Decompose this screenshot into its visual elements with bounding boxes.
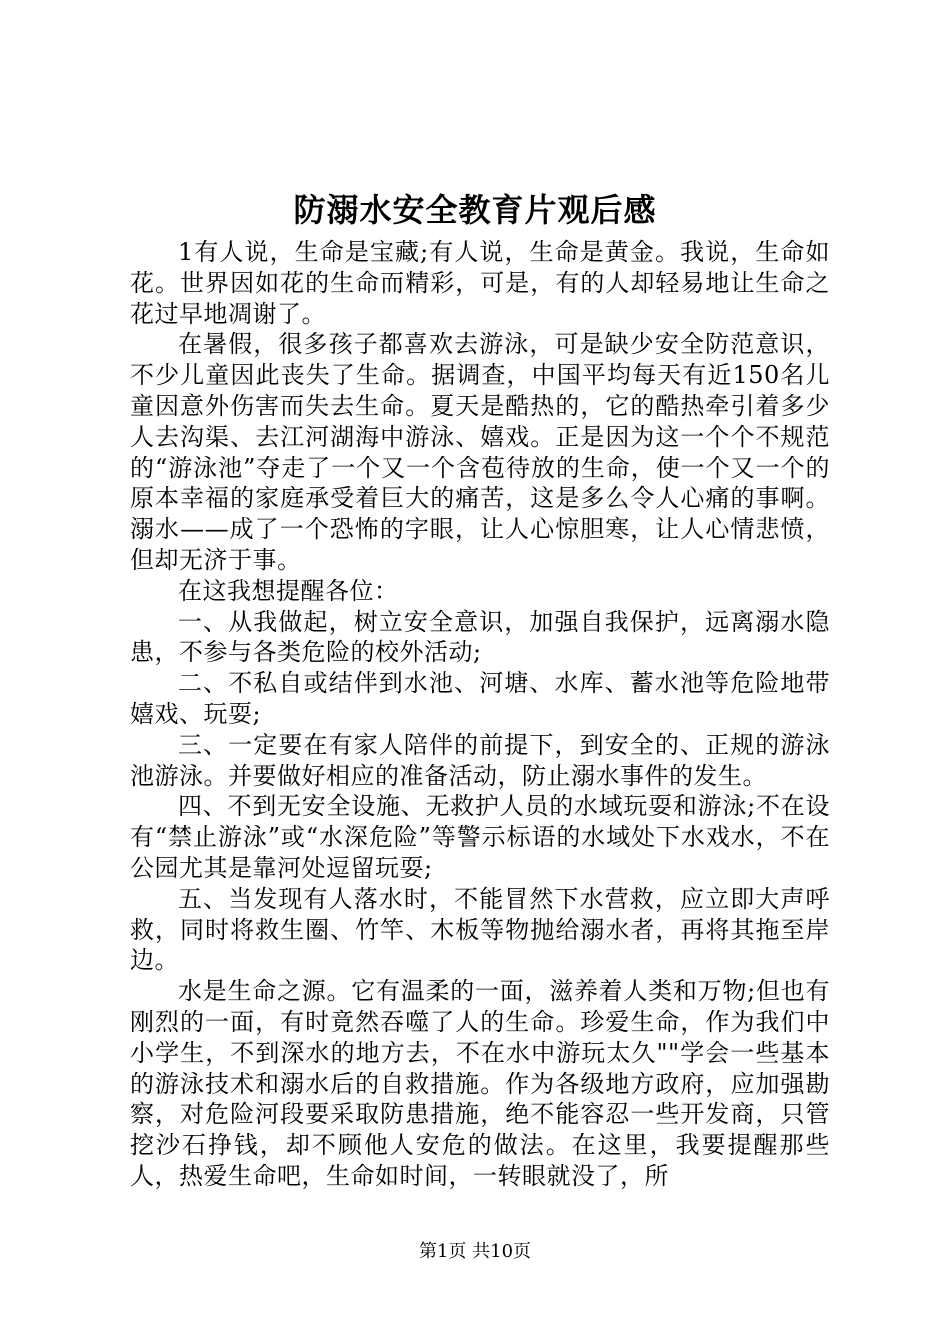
document-body [130, 237, 830, 1192]
paragraph-point-1: 一、从我做起，树立安全意识，加强自我保护，远离溺水隐患，不参与各类危险的校外活动; [130, 607, 830, 667]
paragraph-point-4: 四、不到无安全设施、无救护人员的水域玩耍和游泳;不在设有“禁止游泳”或“水深危险”等警示标语的水域处下水戏水，不在公园尤其是靠河处逗留玩耍; [130, 792, 830, 882]
page-number: 第1页 共10页 [418, 1241, 532, 1262]
paragraph-summer: 在暑假，很多孩子都喜欢去游泳，可是缺少安全防范意识，不少儿童因此丧失了生命。据调查，中国平均每天有近150名儿童因意外伤害而失去生命。夏天是酷热的，它的酷热牵引着多少人去沟渠、去江河湖海中游泳、嬉戏。正是因为这一个个不规范的“游泳池”夺走了一个又一个含苞待放的生命，使一个又一个的原本幸福的家庭承受着巨大的痛苦，这是多么令人心痛的事啊。溺水——成了一个恐怖的字眼，让人心惊胆寒，让人心情悲愤，但却无济于事。 [130, 330, 830, 574]
document-title: 防溺水安全教育片观后感 [293, 191, 657, 229]
paragraph-conclusion: 水是生命之源。它有温柔的一面，滋养着人类和万物;但也有刚烈的一面，有时竟然吞噬了人的生命。珍爱生命，作为我们中小学生，不到深水的地方去，不在水中游玩太久""学会一些基本的游泳技术和溺水后的自救措施。作为各级地方政府，应加强勘察，对危险河段要采取防患措施，绝不能容忍一些开发商，只管挖沙石挣钱，却不顾他人安危的做法。在这里，我要提醒那些人，热爱生命吧，生命如时间，一转眼就没了，所 [130, 977, 830, 1190]
paragraph-point-3: 三、一定要在有家人陪伴的前提下，到安全的、正规的游泳池游泳。并要做好相应的准备活动，防止溺水事件的发生。 [130, 730, 830, 790]
paragraph-intro: 1有人说，生命是宝藏;有人说，生命是黄金。我说，生命如花。世界因如花的生命而精彩，可是，有的人却轻易地让生命之花过早地凋谢了。 [130, 238, 830, 328]
paragraph-point-2: 二、不私自或结伴到水池、河塘、水库、蓄水池等危险地带嬉戏、玩耍; [130, 669, 830, 728]
paragraph-reminder: 在这我想提醒各位： [178, 576, 399, 605]
paragraph-point-5: 五、当发现有人落水时，不能冒然下水营救，应立即大声呼救，同时将救生圈、竹竿、木板等物抛给溺水者，再将其拖至岸边。 [130, 884, 830, 975]
